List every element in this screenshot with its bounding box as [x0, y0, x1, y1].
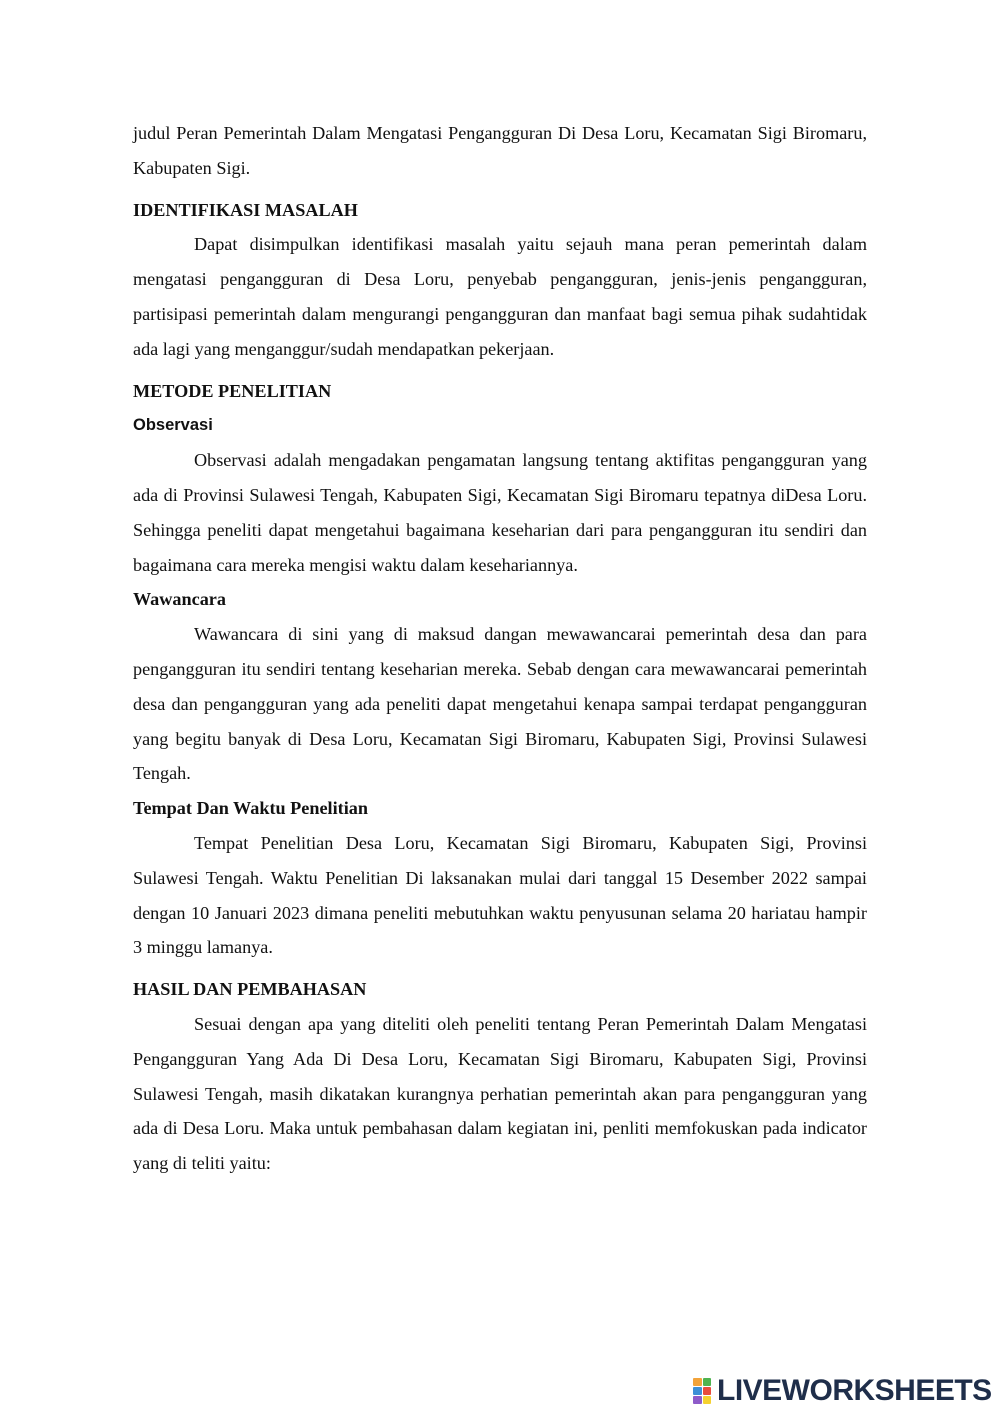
intro-text: judul Peran Pemerintah Dalam Mengatasi Pengangguran Di Desa Loru, Kecamatan Sigi Biromaru, Kabupaten Sigi.: [133, 123, 867, 178]
heading-hasil-pembahasan: HASIL DAN PEMBAHASAN: [133, 979, 367, 1000]
logo-block: [693, 1387, 702, 1395]
paragraph-tempat-waktu: Tempat Penelitian Desa Loru, Kecamatan Sigi Biromaru, Kabupaten Sigi, Provinsi Sulawesi Tengah. Waktu Penelitian Di laksanakan mulai dari tanggal 15 Desember 2022 sampai dengan 10 Januari 2023 dimana peneliti mebutuhkan waktu penyusunan selama 20 hariatau hampir 3 minggu lamanya.: [133, 832, 867, 958]
paragraph-wawancara: Wawancara di sini yang di maksud dangan mewawancarai pemerintah desa dan para pengangguran itu sendiri tentang keseharian mereka. Sebab dengan cara mewawancarai pemerintah desa dan pengangguran yang ada peneliti dapat mengetahui kenapa sampai terdapat pengangguran yang begitu banyak di Desa Loru, Kecamatan Sigi Biromaru, Kabupaten Sigi, Provinsi Sulawesi Tengah.: [133, 624, 867, 784]
paragraph-hasil: Sesuai dengan apa yang diteliti oleh peneliti tentang Peran Pemerintah Dalam Mengatasi Pengangguran Yang Ada Di Desa Loru, Kecamatan Sigi Biromaru, Kabupaten Sigi, Provinsi Sulawesi Tengah, masih dikatakan kurangnya perhatian pemerintah akan para pengangguran yang ada di Desa Loru. Maka untuk pembahasan dalam kegiatan ini, penliti memfokuskan pada indicator yang di teliti yaitu:: [133, 1013, 867, 1174]
logo-text: LIVEWORKSHEETS: [717, 1374, 992, 1407]
heading-identifikasi-masalah: IDENTIFIKASI MASALAH: [133, 199, 358, 220]
logo-block: [703, 1378, 712, 1386]
logo-block: [703, 1387, 712, 1395]
paragraph-observasi: Observasi adalah mengadakan pengamatan langsung tentang aktifitas pengangguran yang ada di Provinsi Sulawesi Tengah, Kabupaten Sigi, Kecamatan Sigi Biromaru tepatnya diDesa Loru. Sehingga peneliti dapat mengetahui bagaimana keseharian dari para pengangguran itu sendiri dan bagaimana cara mereka mengisi waktu dalam kesehariannya.: [133, 450, 867, 575]
document-page: [133, 116, 867, 1181]
heading-wawancara: Wawancara: [133, 589, 226, 610]
heading-observasi: Observasi: [133, 416, 213, 435]
liveworksheets-logo: [693, 1374, 992, 1408]
logo-block: [693, 1396, 702, 1404]
paragraph-identifikasi: Dapat disimpulkan identifikasi masalah yaitu sejauh mana peran pemerintah dalam mengatasi pengangguran di Desa Loru, penyebab pengangguran, jenis-jenis pengangguran, partisipasi pemerintah dalam mengurangi pengangguran dan manfaat bagi semua pihak sudahtidak ada lagi yang menganggur/sudah mendapatkan pekerjaan.: [133, 234, 867, 359]
logo-mark-icon: [693, 1378, 711, 1404]
logo-block: [703, 1396, 712, 1404]
heading-tempat-waktu: Tempat Dan Waktu Penelitian: [133, 798, 368, 819]
heading-metode-penelitian: METODE PENELITIAN: [133, 380, 332, 401]
logo-block: [693, 1378, 702, 1386]
